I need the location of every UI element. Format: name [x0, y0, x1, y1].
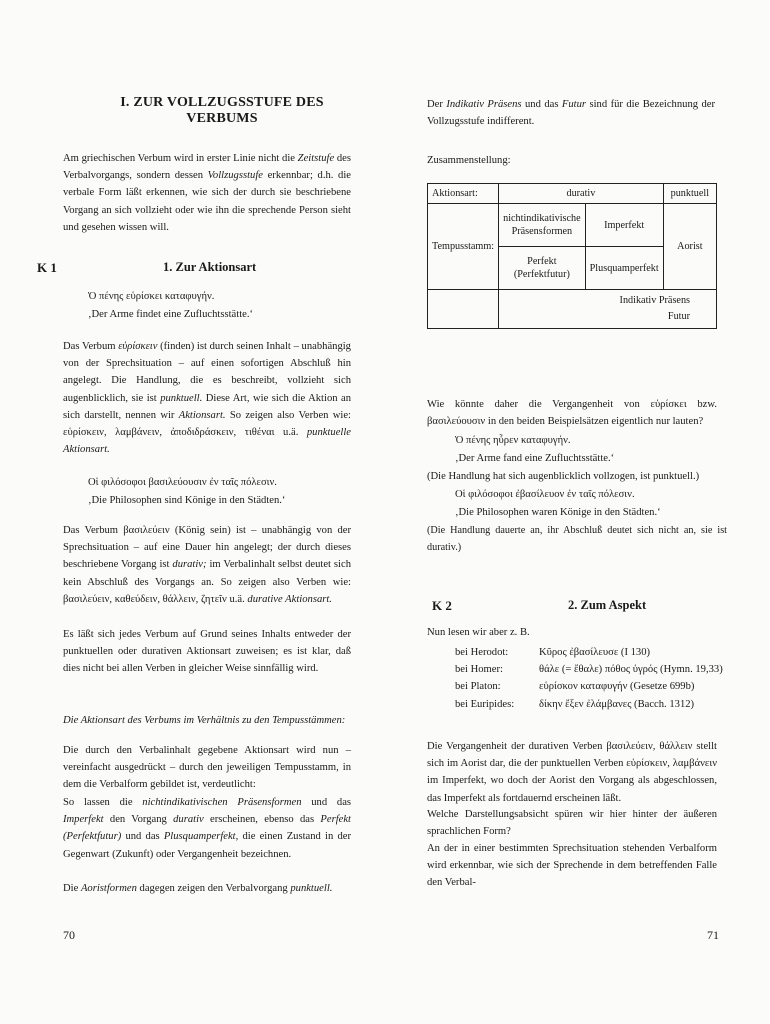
- table-cell-aktionsart: Aktionsart:: [428, 184, 499, 204]
- table-cell-indifferent: Indikativ Präsens Futur: [499, 290, 717, 329]
- table-cell-punktuell: punktuell: [663, 184, 716, 204]
- intro-paragraph: Am griechischen Verbum wird in erster Linie nicht die Zeitstufe des Verbalvorgangs, sondern dessen Vollzugsstufe erkennbar; d.h. die verbale Form läßt erkennen, wie sich der durch sie beschriebene Vorgang an sich vollzieht oder wie ihn die sprechende Person sieht und gesehen wissen will.: [63, 153, 352, 233]
- table-cell-aorist: Aorist: [663, 204, 716, 290]
- margin-label-k1: K 1: [37, 260, 57, 275]
- table-row: [428, 184, 717, 204]
- list-item: bei Euripides: δίκην ἔξεν ἐλάμβανες (Bacch. 1312): [455, 698, 695, 710]
- right-page: [385, 0, 770, 1024]
- example-3-note: (Die Handlung hat sich augenblicklich vollzogen, ist punktuell.): [427, 471, 700, 482]
- aorist-paragraph: Die Aoristformen dagegen zeigen den Verbalvorgang punktuell.: [63, 883, 333, 894]
- aktionsart-durativ-paragraph: Das Verbum βασιλεύειν (König sein) ist – unabhängig von der Sprechsituation – auf eine Dauer hin angelegt; der durch dieses beschriebene Vorgang ist durativ; im Verbalinhalt selbst deutet sich kein Abschluß des Vorgangs an. So zeigen also Verben wie: βασιλεύειν, καθεύδειν, θάλλειν, ζητεῖν u.ä. durative Aktionsart.: [63, 525, 351, 605]
- table-cell-durativ: durativ: [499, 184, 664, 204]
- section-heading-aspekt: 2. Zum Aspekt: [568, 598, 647, 612]
- example-1-german: ‚Der Arme findet eine Zufluchtsstätte.‘: [88, 309, 254, 320]
- sprechsituation-paragraph: An der in einer bestimmten Sprechsituation stehenden Verbalform wird erkennbar, wie sich der Sprechende in dem betreffenden Falle den Verbal-: [427, 843, 717, 889]
- table-row: [428, 204, 717, 247]
- table-cell-plusquamperfekt: Plusquamperfekt: [585, 247, 663, 290]
- aktionsart-punktuell-paragraph: Das Verbum εὑρίσκειν (finden) ist durch seinen Inhalt – unabhängig von der Sprechsituation – auf einen sofortigen Abschluß hin angelegt. Die Handlung, die es beschreibt, vollzieht sich augenblicklich, sie ist punktuell. Diese Art, wie sich die Aktion an sich darstellt, nennen wir Aktionsart. So zeigen also Verben wie: εὑρίσκειν, λαμβάνειν, ἀποδιδράσκειν, τιθέναι u.ä. punktuelle Aktionsart.: [63, 341, 352, 456]
- lesen-line: Nun lesen wir aber z. B.: [427, 627, 530, 638]
- tempus-subheading: Die Aktionsart des Verbums im Verhältnis zu den Tempusstämmen:: [63, 715, 346, 726]
- example-4-note: (Die Handlung dauerte an, ihr Abschluß deutet sich nicht an, sie ist durativ.): [427, 525, 727, 554]
- durativ-forms-paragraph: So lassen die nichtindikativischen Präsensformen und das Imperfekt den Vorgang durativ erscheinen, ebenso das Perfekt (Perfektfutur) und das Plusquamperfekt, die einen Zustand in der Gegenwart (Zukunft) oder Vergangenheit bezeichnen.: [63, 797, 352, 860]
- table-cell-tempusstamm: Tempusstamm:: [428, 204, 499, 290]
- table-row: [428, 290, 717, 329]
- example-3-german: ‚Der Arme fand eine Zufluchtsstätte.‘: [455, 453, 615, 464]
- page-number-left: 70: [63, 928, 75, 942]
- zusammenstellung-label: Zusammenstellung:: [427, 155, 511, 166]
- list-item: bei Herodot: Κῦρος ἐβασίλευσε (I 130): [455, 647, 651, 658]
- chapter-title: I. ZUR VOLLZUGSSTUFE DES VERBUMS: [120, 95, 324, 126]
- table-cell-perfekt: Perfekt (Perfektfutur): [499, 247, 586, 290]
- margin-label-k2: K 2: [432, 598, 452, 613]
- table-cell-nichtindikativisch: nichtindikativische Präsensformen: [499, 204, 586, 247]
- list-item: bei Platon: εὑρίσκον καταφυγήν (Gesetze 699b): [455, 681, 695, 693]
- example-4-greek: Οἱ φιλόσοφοι ἐβασίλευον ἐν ταῖς πόλεσιν.: [455, 489, 635, 500]
- aktionsart-summary-paragraph: Es läßt sich jedes Verbum auf Grund seines Inhalts entweder der punktuellen oder durativen Aktionsart zuweisen; es ist klar, daß dies nicht bei allen Verben in gleicher Weise sinnfällig wird.: [63, 629, 351, 675]
- example-4-german: ‚Die Philosophen waren Könige in den Städten.‘: [455, 507, 661, 518]
- page-number-right: 71: [707, 928, 719, 942]
- example-3-greek: Ὁ πένης ηὗρεν καταφυγήν.: [455, 435, 571, 446]
- indikativ-paragraph: Der Indikativ Präsens und das Futur sind für die Bezeichnung der Vollzugsstufe indifferent.: [427, 99, 716, 128]
- aspekt-paragraph: Die Vergangenheit der durativen Verben βασιλεύειν, θάλλειν stellt sich im Aorist dar, die der punktuellen Verben εὑρίσκειν, λαμβάνειν im Imperfekt, wo doch der Aorist den Vorgang als abgeschlossen, das Imperfekt als fortdauernd erscheinen läßt.: [427, 741, 717, 804]
- tempus-aktionsart-table: [427, 183, 717, 329]
- table-cell-imperfekt: Imperfekt: [585, 204, 663, 247]
- example-2-greek: Οἱ φιλόσοφοι βασιλεύουσιν ἐν ταῖς πόλεσιν.: [88, 477, 277, 488]
- tempusstamm-paragraph: Die durch den Verbalinhalt gegebene Aktionsart wird nun – vereinfacht ausgedrückt – durch den jeweiligen Tempusstamm, in dem die Verbalform gebildet ist, verdeutlicht:: [63, 745, 351, 791]
- example-1-greek: Ὁ πένης εὑρίσκει καταφυγήν.: [88, 291, 215, 302]
- darstellungsabsicht-question: Welche Darstellungsabsicht spüren wir hier hinter der äußeren sprachlichen Form?: [427, 809, 717, 838]
- question-paragraph: Wie könnte daher die Vergangenheit von εὑρίσκει bzw. βασιλεύουσιν in den beiden Beispielsätzen eigentlich nur lauten?: [427, 399, 717, 428]
- section-heading-aktionsart: 1. Zur Aktionsart: [163, 260, 257, 274]
- example-2-german: ‚Die Philosophen sind Könige in den Städten.‘: [88, 495, 286, 506]
- list-item: bei Homer: θάλε (= ἔθαλε) πόθος ὑγρός (Hymn. 19,33): [455, 664, 723, 676]
